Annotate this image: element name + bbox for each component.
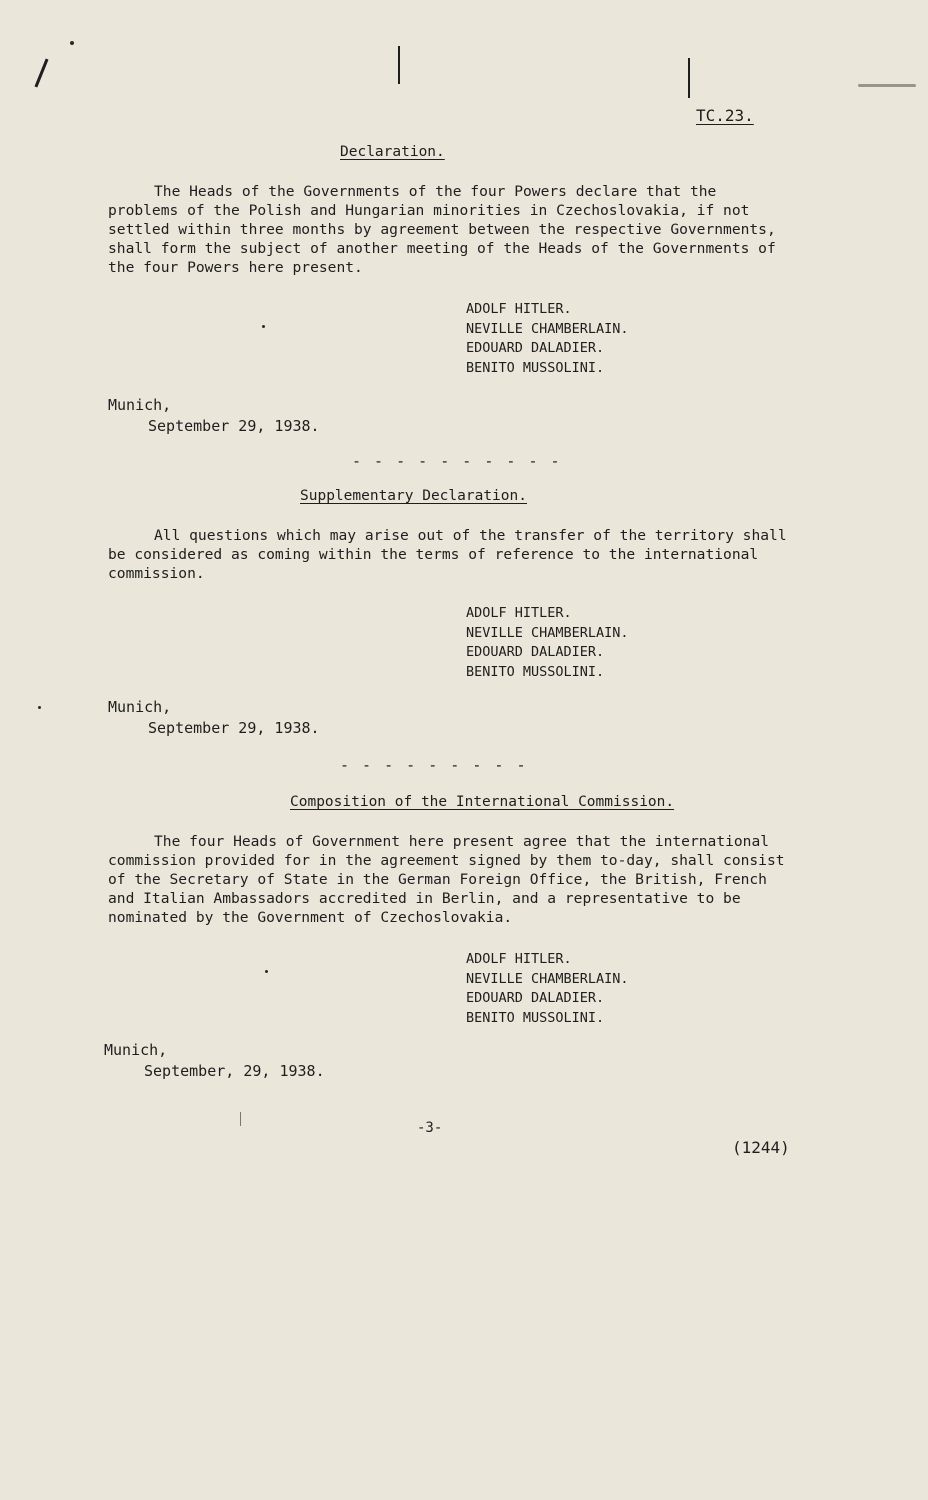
- place: Munich,: [108, 396, 172, 414]
- pencil-mark: [34, 59, 48, 88]
- place-and-date: [108, 697, 320, 739]
- body-line: of the Secretary of State in the German Foreign Office, the British, French: [108, 871, 767, 888]
- signatory-name: NEVILLE CHAMBERLAIN.: [466, 320, 629, 337]
- section-body: [108, 526, 856, 583]
- body-line: commission provided for in the agreement signed by them to-day, shall consist: [108, 852, 785, 869]
- signatory-name: EDOUARD DALADIER.: [466, 644, 605, 660]
- scan-scratch: [240, 1112, 241, 1126]
- signatory-name: NEVILLE CHAMBERLAIN.: [466, 970, 629, 987]
- section-divider: - - - - - - - - - -: [352, 452, 562, 470]
- date: September 29, 1938.: [148, 719, 320, 737]
- body-line: The Heads of the Governments of the four Powers declare that the: [154, 183, 717, 200]
- margin-stroke: [398, 46, 400, 84]
- place: Munich,: [104, 1041, 168, 1059]
- signatory-name: BENITO MUSSOLINI.: [466, 663, 605, 680]
- signatory-name: ADOLF HITLER.: [466, 605, 572, 621]
- signatory-name: NEVILLE CHAMBERLAIN.: [466, 624, 629, 641]
- section-heading: Declaration.: [340, 144, 445, 160]
- ink-speck: [262, 325, 265, 328]
- signatory-name: BENITO MUSSOLINI.: [466, 359, 605, 376]
- section-heading: Supplementary Declaration.: [300, 488, 527, 504]
- place-and-date: [108, 395, 320, 437]
- body-line: shall form the subject of another meeting of the Heads of the Governments of: [108, 240, 776, 257]
- body-line: problems of the Polish and Hungarian minorities in Czechoslovakia, if not: [108, 202, 750, 219]
- body-line: be considered as coming within the terms of reference to the international: [108, 546, 759, 563]
- signatory-name: ADOLF HITLER.: [466, 951, 572, 967]
- signatory-list: [466, 604, 629, 682]
- ink-speck: [70, 41, 74, 45]
- body-line: and Italian Ambassadors accredited in Berlin, and a representative to be: [108, 890, 741, 907]
- section-heading: Composition of the International Commission.: [290, 794, 675, 810]
- section-body: [108, 832, 856, 927]
- section-body: [108, 182, 856, 277]
- signatory-list: [466, 300, 629, 378]
- date: September, 29, 1938.: [144, 1062, 325, 1080]
- document-number: (1244): [732, 1138, 790, 1157]
- date: September 29, 1938.: [148, 417, 320, 435]
- place: Munich,: [108, 698, 172, 716]
- signatory-name: ADOLF HITLER.: [466, 301, 572, 317]
- body-line: settled within three months by agreement between the respective Governments,: [108, 221, 776, 238]
- scan-smudge: [858, 84, 916, 87]
- body-line: commission.: [108, 565, 205, 582]
- ink-speck: [38, 706, 41, 709]
- reference-number: TC.23.: [696, 106, 754, 125]
- place-and-date: [104, 1040, 325, 1082]
- signatory-name: BENITO MUSSOLINI.: [466, 1009, 605, 1026]
- signatory-list: [466, 950, 629, 1028]
- body-line: The four Heads of Government here present agree that the international: [154, 833, 770, 850]
- body-line: nominated by the Government of Czechoslovakia.: [108, 909, 513, 926]
- section-divider: - - - - - - - - -: [340, 756, 528, 774]
- signatory-name: EDOUARD DALADIER.: [466, 990, 605, 1006]
- body-line: All questions which may arise out of the transfer of the territory shall: [154, 527, 787, 544]
- page-number: -3-: [417, 1120, 443, 1136]
- margin-stroke: [688, 58, 690, 98]
- signatory-name: EDOUARD DALADIER.: [466, 340, 605, 356]
- body-line: the four Powers here present.: [108, 259, 363, 276]
- ink-speck: [265, 970, 268, 973]
